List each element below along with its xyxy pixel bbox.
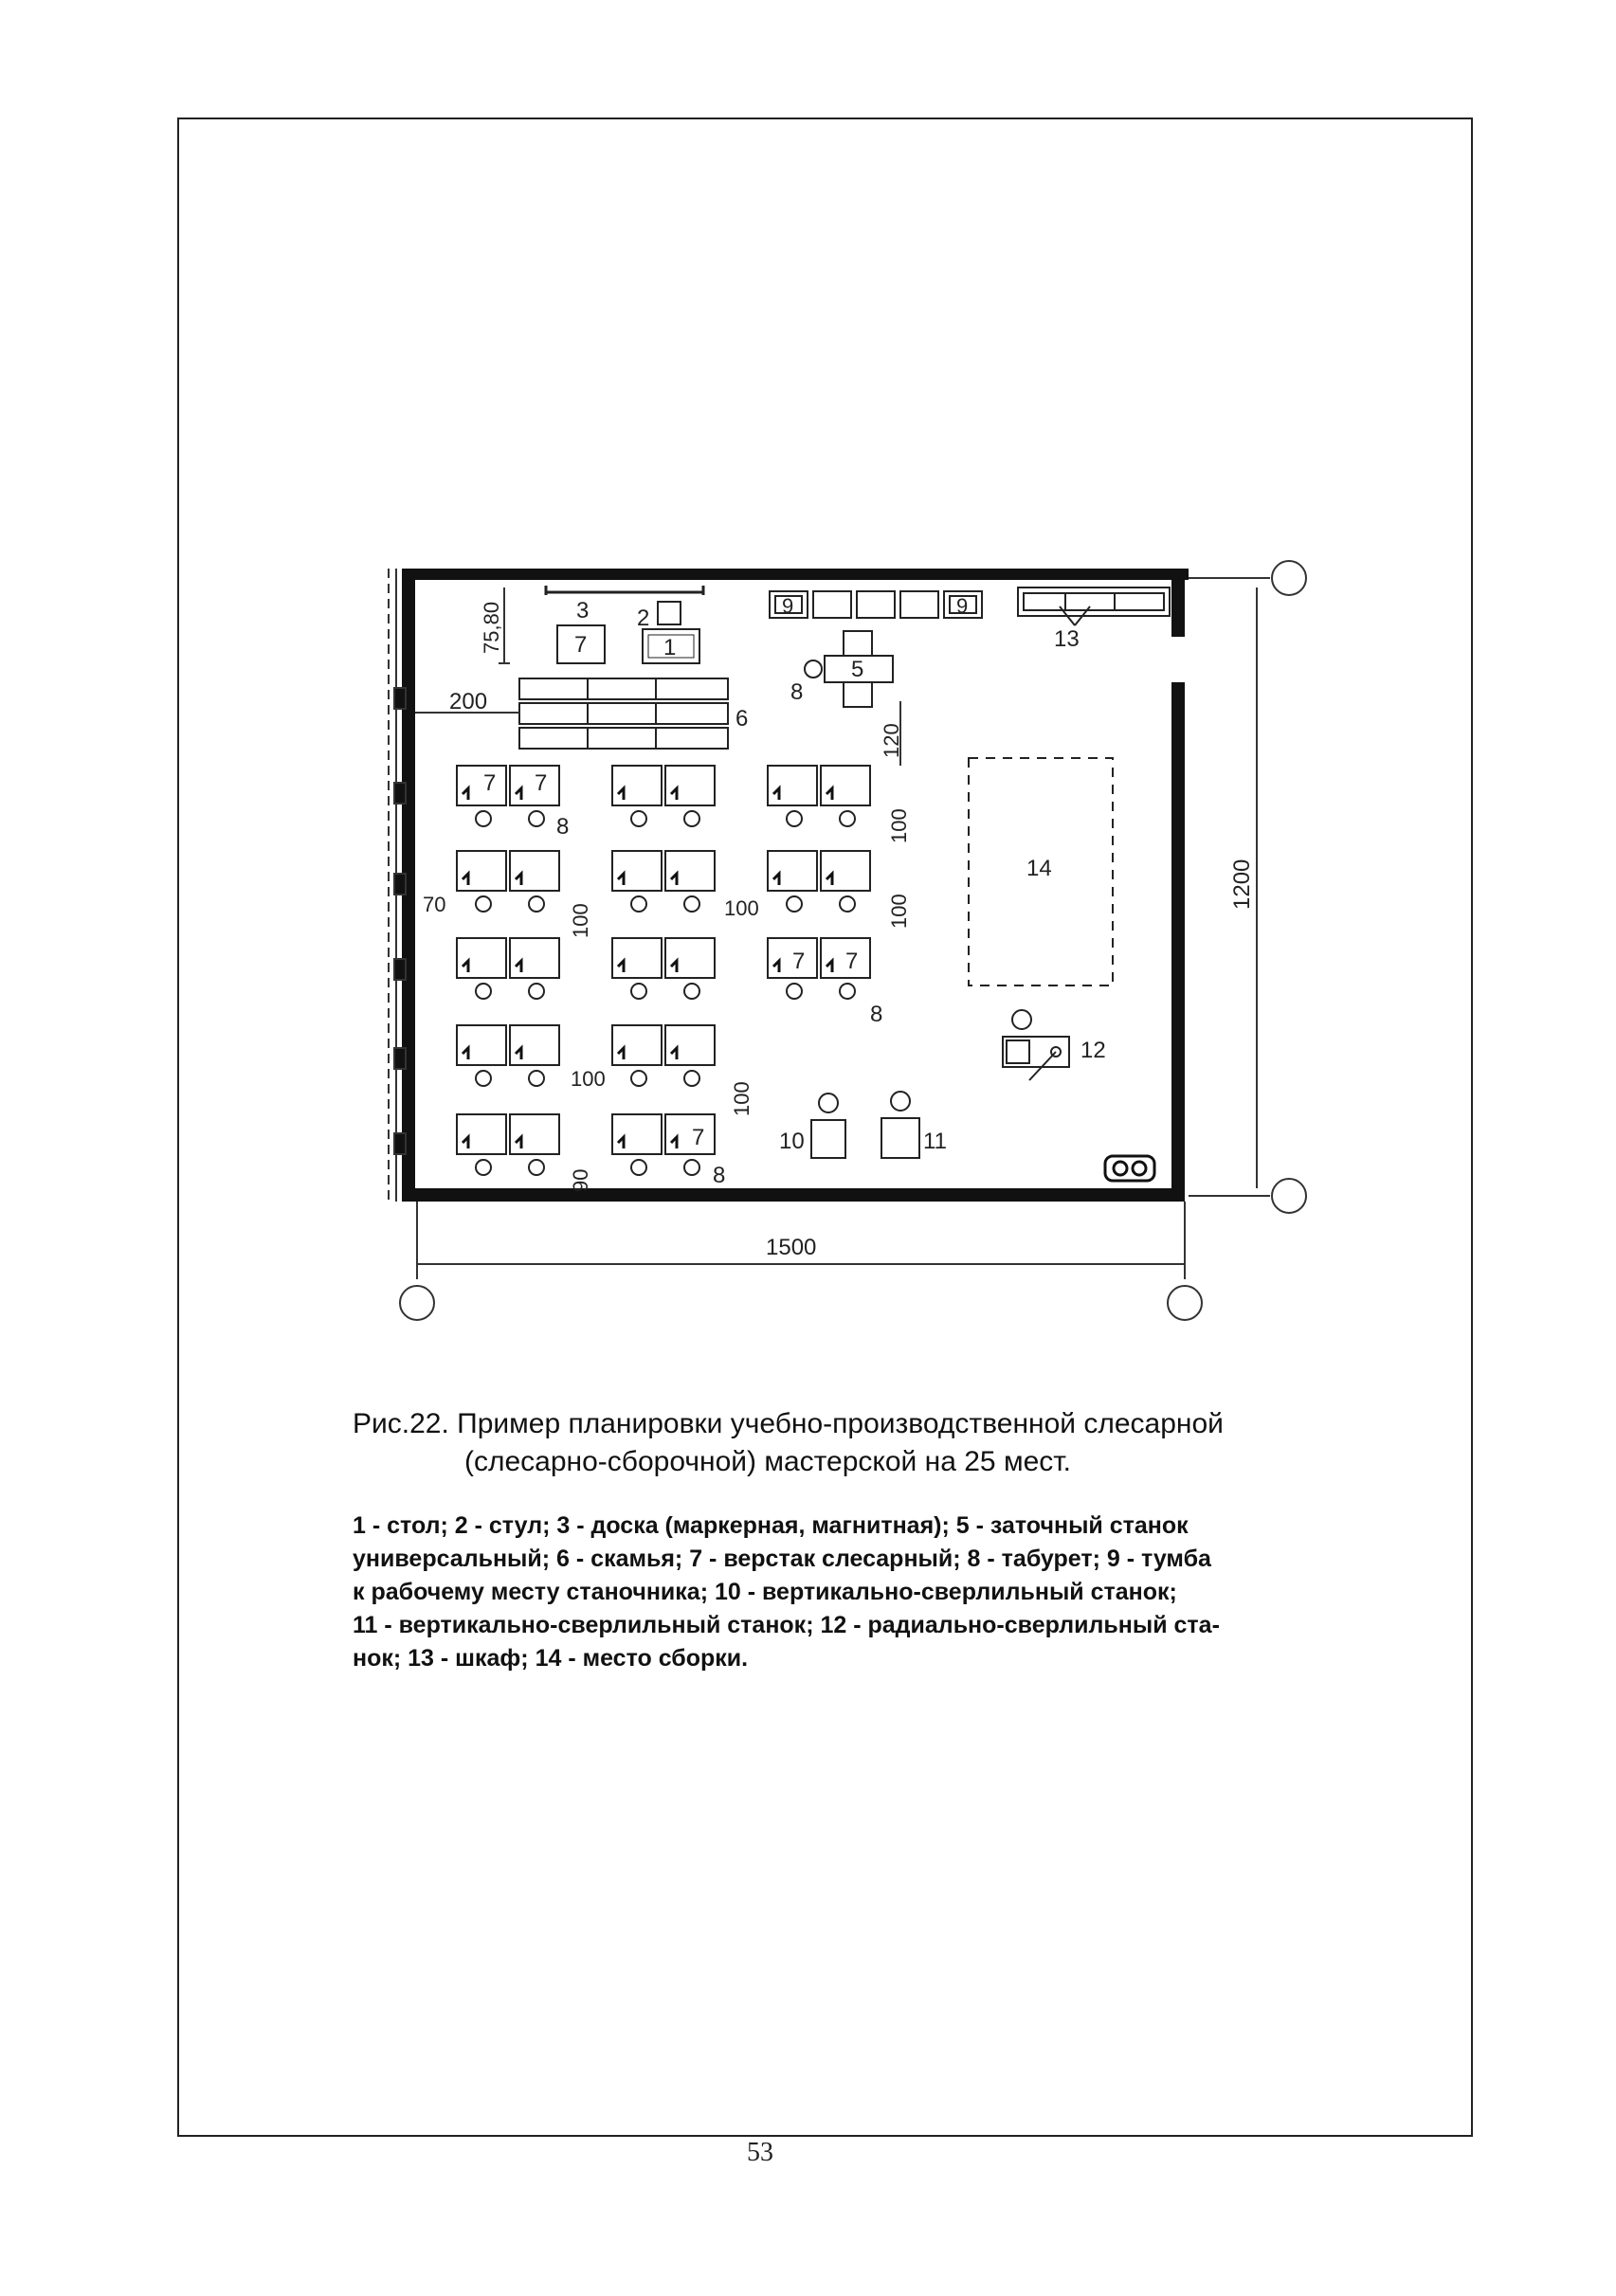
cabinet [1018, 588, 1170, 625]
legend-line: универсальный; 6 - скамья; 7 - верстак слесарный; 8 - табурет; 9 - тумба [353, 1546, 1211, 1572]
workbench [457, 1114, 506, 1154]
stool-label: 8 [713, 1163, 726, 1188]
vise-icon [671, 874, 677, 885]
stool [684, 896, 699, 912]
tumba-label-left: 9 [782, 594, 794, 618]
vise-icon [463, 788, 468, 800]
workbench-label: 7 [792, 949, 806, 974]
aisle-dimension-label: 100 [569, 903, 592, 938]
tumbas-row [770, 591, 982, 618]
workbench-label: 7 [483, 770, 497, 796]
vise-icon [671, 1137, 677, 1148]
vise-icon [463, 961, 468, 972]
workbench-label: 7 [535, 770, 548, 796]
caption-title-line1: Рис.22. Пример планировки учебно-производственной слесарной [353, 1408, 1224, 1439]
legend-line: к рабочему месту станочника; 10 - вертикально-сверлильный станок; [353, 1579, 1177, 1605]
vise-icon [618, 961, 624, 972]
stool [476, 984, 491, 999]
workbench [457, 938, 506, 978]
workbench [665, 938, 715, 978]
vise-icon [618, 874, 624, 885]
workbench [510, 851, 559, 891]
stool [684, 1071, 699, 1086]
stool [840, 896, 855, 912]
stool [684, 811, 699, 826]
workbench [768, 851, 817, 891]
grinder-label: 5 [851, 657, 864, 682]
aisle-dimension-label: 100 [724, 896, 759, 920]
page-number: 53 [747, 2138, 773, 2167]
vise-icon [773, 961, 779, 972]
stool [631, 984, 646, 999]
vertical-drill-10-label: 10 [779, 1129, 805, 1154]
stool [787, 896, 802, 912]
vertical-drill-11-label: 11 [923, 1129, 947, 1154]
bench-label: 6 [735, 706, 749, 732]
stool [529, 1071, 544, 1086]
grinder [805, 631, 893, 707]
stool [476, 1160, 491, 1175]
stool [631, 896, 646, 912]
vise-icon [671, 788, 677, 800]
vise-icon [463, 1137, 468, 1148]
teacher-workbench-label: 7 [574, 632, 588, 658]
workbench [665, 1114, 715, 1154]
caption-title-line2: (слесарно-сборочной) мастерской на 25 мест. [464, 1446, 1072, 1477]
workbench [612, 938, 662, 978]
stool-label: 8 [870, 1002, 883, 1027]
vise-icon [826, 961, 832, 972]
vise-icon [826, 874, 832, 885]
workbench [612, 766, 662, 805]
stool [529, 896, 544, 912]
vise-icon [516, 788, 521, 800]
workbench-depth-label: 90 [569, 1168, 592, 1192]
cabinet-label: 13 [1054, 626, 1080, 652]
stool [529, 1160, 544, 1175]
workbench [612, 851, 662, 891]
workbench [457, 851, 506, 891]
legend-line: 1 - стол; 2 - стул; 3 - доска (маркерная, магнитная); 5 - заточный станок [353, 1512, 1189, 1539]
grinder-stool-label: 8 [790, 679, 804, 705]
workbench [510, 1114, 559, 1154]
vertical-drill-10 [811, 1094, 845, 1158]
chair-label: 2 [637, 606, 650, 631]
legend-line: нок; 13 - шкаф; 14 - место сборки. [353, 1645, 749, 1672]
stool [787, 984, 802, 999]
radial-drill [1003, 1010, 1069, 1080]
vise-icon [671, 961, 677, 972]
vise-icon [618, 1137, 624, 1148]
vise-icon [773, 788, 779, 800]
aisle-dimension-label: 100 [887, 894, 911, 929]
vise-icon [463, 1048, 468, 1059]
aisle-dimension-label: 100 [571, 1067, 606, 1091]
workbench-label: 7 [692, 1125, 705, 1150]
workbench [665, 851, 715, 891]
vise-icon [463, 874, 468, 885]
vise-icon [516, 1048, 521, 1059]
stool [787, 811, 802, 826]
stool [840, 811, 855, 826]
workbench [665, 1025, 715, 1065]
height-dimension-label: 1200 [1229, 859, 1255, 910]
workbench [510, 1025, 559, 1065]
workbench-label: 7 [845, 949, 859, 974]
stool [840, 984, 855, 999]
dimension-120-label: 120 [880, 723, 903, 758]
vise-icon [826, 788, 832, 800]
stool [476, 811, 491, 826]
figure-legend [353, 1510, 1253, 1675]
stool [631, 1160, 646, 1175]
vise-icon [516, 961, 521, 972]
board-label: 3 [576, 598, 590, 624]
stool [476, 896, 491, 912]
stool [684, 984, 699, 999]
stool-label: 8 [556, 814, 570, 840]
bench-width-label: 200 [449, 689, 488, 714]
legend-line: 11 - вертикально-сверлильный станок; 12 - радиально-сверлильный ста- [353, 1612, 1220, 1638]
chair [658, 602, 681, 624]
vise-icon [671, 1048, 677, 1059]
board [546, 586, 703, 595]
stool [476, 1071, 491, 1086]
workbench [665, 766, 715, 805]
teacher-table-label: 1 [663, 635, 677, 660]
stool [529, 984, 544, 999]
sink [1105, 1156, 1154, 1181]
workbench [821, 766, 870, 805]
vertical-drill-11 [881, 1092, 919, 1158]
vise-icon [773, 874, 779, 885]
vise-icon [618, 1048, 624, 1059]
stool [631, 811, 646, 826]
stool [684, 1160, 699, 1175]
workbench [457, 766, 506, 805]
aisle-dimension-label: 100 [730, 1081, 754, 1116]
vise-icon [516, 1137, 521, 1148]
vise-icon [618, 788, 624, 800]
wall-gap-label: 70 [423, 893, 446, 916]
aisle-dimension-label: 100 [887, 808, 911, 843]
vise-icon [516, 874, 521, 885]
tumba-label-right: 9 [956, 594, 969, 618]
workbench [510, 938, 559, 978]
figure-caption [353, 1405, 1262, 1481]
radial-drill-label: 12 [1080, 1038, 1106, 1063]
workbench [612, 1114, 662, 1154]
width-dimension-label: 1500 [766, 1235, 817, 1260]
workbench [821, 851, 870, 891]
workbench-grid [457, 766, 870, 1175]
assembly-area-label: 14 [1026, 856, 1052, 881]
workbench [612, 1025, 662, 1065]
workbench [768, 766, 817, 805]
stool [529, 811, 544, 826]
board-dimension-label: 75,80 [480, 601, 503, 654]
workbench [457, 1025, 506, 1065]
benches [519, 678, 728, 749]
stool [631, 1071, 646, 1086]
